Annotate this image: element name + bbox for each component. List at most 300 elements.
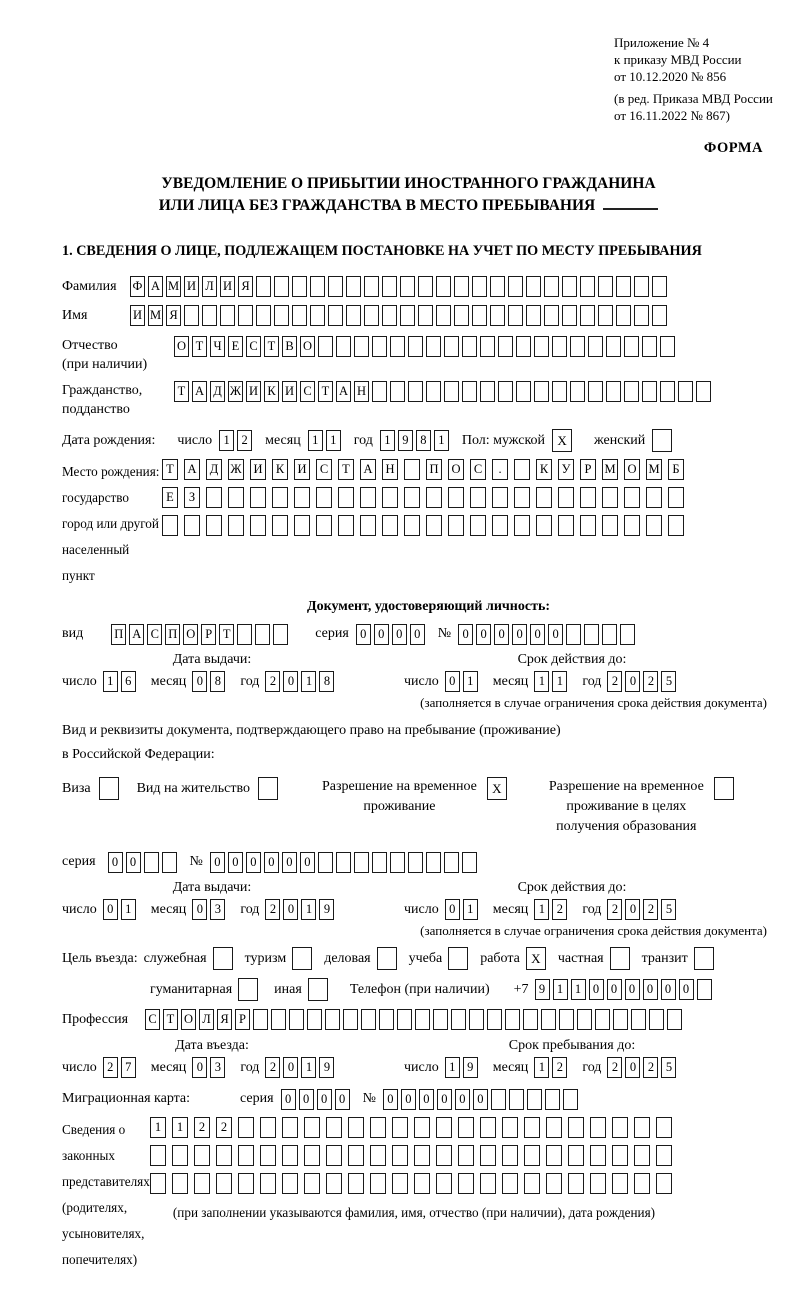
citizenship-grid-cell-8[interactable]: Т: [318, 381, 333, 402]
doc-number-grid-cell-2[interactable]: 0: [494, 624, 509, 645]
entry-year-grid-cell-0[interactable]: 2: [265, 1057, 280, 1078]
legal-reps-grid-1-cell-15[interactable]: [480, 1117, 496, 1138]
entry-year-grid-cell-3[interactable]: 9: [319, 1057, 334, 1078]
birth-place-grid-1-cell-13[interactable]: О: [448, 459, 464, 480]
doc-kind-grid-cell-1[interactable]: А: [129, 624, 144, 645]
birth-day-grid-cell-1[interactable]: 2: [237, 430, 252, 451]
patronymic-grid-cell-4[interactable]: С: [246, 336, 261, 357]
phone-grid-cell-4[interactable]: 0: [607, 979, 622, 1000]
legal-reps-grid-3-cell-21[interactable]: [612, 1173, 628, 1194]
doc-kind-grid-cell-5[interactable]: Р: [201, 624, 216, 645]
legal-reps-grid-3-cell-11[interactable]: [392, 1173, 408, 1194]
doc-kind-grid-cell-7[interactable]: [237, 624, 252, 645]
phone-grid-cell-0[interactable]: 9: [535, 979, 550, 1000]
legal-reps-grid-1-cell-1[interactable]: 1: [172, 1117, 188, 1138]
surname-grid-cell-24[interactable]: [562, 276, 577, 297]
profession-grid-cell-7[interactable]: [271, 1009, 286, 1030]
surname-grid-cell-9[interactable]: [292, 276, 307, 297]
citizenship-grid-cell-20[interactable]: [534, 381, 549, 402]
migration-number-grid-cell-10[interactable]: [563, 1089, 578, 1110]
patronymic-grid-cell-7[interactable]: О: [300, 336, 315, 357]
birth-place-grid-3-cell-17[interactable]: [536, 515, 552, 536]
birth-place-grid-2-cell-16[interactable]: [514, 487, 530, 508]
entry-day-grid-cell-1[interactable]: 7: [121, 1057, 136, 1078]
birth-place-grid-3-cell-22[interactable]: [646, 515, 662, 536]
birth-place-grid-1-cell-20[interactable]: М: [602, 459, 618, 480]
profession-grid-cell-18[interactable]: [469, 1009, 484, 1030]
doc-series-grid-cell-1[interactable]: 0: [374, 624, 389, 645]
entry-day-grid-cell-0[interactable]: 2: [103, 1057, 118, 1078]
citizenship-grid-cell-26[interactable]: [642, 381, 657, 402]
birth-place-grid-3-cell-15[interactable]: [492, 515, 508, 536]
patronymic-grid-cell-20[interactable]: [534, 336, 549, 357]
birth-place-grid-3-cell-1[interactable]: [184, 515, 200, 536]
profession-grid-cell-9[interactable]: [307, 1009, 322, 1030]
migration-number-grid-cell-9[interactable]: [545, 1089, 560, 1110]
purpose-sluzhebnaya-checkbox-cell-0[interactable]: [213, 947, 233, 970]
migration-number-grid-cell-8[interactable]: [527, 1089, 542, 1110]
citizenship-grid-cell-29[interactable]: [696, 381, 711, 402]
birth-place-grid-2-cell-2[interactable]: [206, 487, 222, 508]
birth-place-grid-3-cell-3[interactable]: [228, 515, 244, 536]
profession-grid-cell-6[interactable]: [253, 1009, 268, 1030]
migration-number-grid-cell-0[interactable]: 0: [383, 1089, 398, 1110]
profession-grid-cell-24[interactable]: [577, 1009, 592, 1030]
doc-kind-grid-cell-4[interactable]: О: [183, 624, 198, 645]
phone-grid-cell-7[interactable]: 0: [661, 979, 676, 1000]
stay-year-grid-cell-3[interactable]: 5: [661, 1057, 676, 1078]
profession-grid-cell-13[interactable]: [379, 1009, 394, 1030]
temp-permit-checkbox-cell-0[interactable]: X: [487, 777, 507, 800]
citizenship-grid-cell-13[interactable]: [408, 381, 423, 402]
legal-reps-grid-1-cell-8[interactable]: [326, 1117, 342, 1138]
citizenship-grid-cell-0[interactable]: Т: [174, 381, 189, 402]
birth-place-grid-2-cell-11[interactable]: [404, 487, 420, 508]
birth-place-grid-2-cell-1[interactable]: З: [184, 487, 200, 508]
surname-grid-cell-15[interactable]: [400, 276, 415, 297]
birth-place-grid-3-cell-23[interactable]: [668, 515, 684, 536]
birth-place-grid-1-cell-23[interactable]: Б: [668, 459, 684, 480]
doc-number-grid-cell-1[interactable]: 0: [476, 624, 491, 645]
name-grid-cell-14[interactable]: [382, 305, 397, 326]
birth-place-grid-3-cell-4[interactable]: [250, 515, 266, 536]
name-grid-cell-5[interactable]: [220, 305, 235, 326]
birth-place-grid-1-cell-4[interactable]: И: [250, 459, 266, 480]
surname-grid-cell-14[interactable]: [382, 276, 397, 297]
doc-issue-year-grid-cell-0[interactable]: 2: [265, 671, 280, 692]
legal-reps-grid-1-cell-6[interactable]: [282, 1117, 298, 1138]
birth-place-grid-3-cell-9[interactable]: [360, 515, 376, 536]
name-grid-cell-26[interactable]: [598, 305, 613, 326]
purpose-ucheba-checkbox-cell-0[interactable]: [448, 947, 468, 970]
stay-year-grid-cell-2[interactable]: 2: [643, 1057, 658, 1078]
profession-grid-cell-0[interactable]: С: [145, 1009, 160, 1030]
birth-place-grid-1-cell-15[interactable]: .: [492, 459, 508, 480]
surname-grid-cell-1[interactable]: А: [148, 276, 163, 297]
migration-number-grid-cell-7[interactable]: [509, 1089, 524, 1110]
doc-issue-day-grid-cell-0[interactable]: 1: [103, 671, 118, 692]
permit-number-grid-cell-6[interactable]: [318, 852, 333, 873]
birth-place-grid-2-cell-9[interactable]: [360, 487, 376, 508]
stay-year-grid-cell-0[interactable]: 2: [607, 1057, 622, 1078]
birth-place-grid-2-cell-18[interactable]: [558, 487, 574, 508]
purpose-gumanitarnaya-checkbox-cell-0[interactable]: [238, 978, 258, 1001]
profession-grid-cell-2[interactable]: О: [181, 1009, 196, 1030]
citizenship-grid-cell-17[interactable]: [480, 381, 495, 402]
permit-expiry-month-grid-cell-0[interactable]: 1: [534, 899, 549, 920]
birth-month-grid-cell-0[interactable]: 1: [308, 430, 323, 451]
stay-year-grid-cell-1[interactable]: 0: [625, 1057, 640, 1078]
permit-expiry-year-grid-cell-1[interactable]: 0: [625, 899, 640, 920]
citizenship-grid-cell-1[interactable]: А: [192, 381, 207, 402]
citizenship-grid-cell-14[interactable]: [426, 381, 441, 402]
permit-issue-year-grid-cell-2[interactable]: 1: [301, 899, 316, 920]
migration-number-grid-cell-4[interactable]: 0: [455, 1089, 470, 1110]
name-grid-cell-24[interactable]: [562, 305, 577, 326]
name-grid-cell-25[interactable]: [580, 305, 595, 326]
name-grid-cell-17[interactable]: [436, 305, 451, 326]
surname-grid-cell-8[interactable]: [274, 276, 289, 297]
permit-issue-year-grid-cell-1[interactable]: 0: [283, 899, 298, 920]
name-grid-cell-2[interactable]: Я: [166, 305, 181, 326]
patronymic-grid-cell-16[interactable]: [462, 336, 477, 357]
legal-reps-grid-1-cell-21[interactable]: [612, 1117, 628, 1138]
name-grid-cell-22[interactable]: [526, 305, 541, 326]
doc-number-grid-cell-9[interactable]: [620, 624, 635, 645]
profession-grid-cell-14[interactable]: [397, 1009, 412, 1030]
surname-grid-cell-29[interactable]: [652, 276, 667, 297]
citizenship-grid-cell-15[interactable]: [444, 381, 459, 402]
legal-reps-grid-3-cell-6[interactable]: [282, 1173, 298, 1194]
birth-year-grid-cell-3[interactable]: 1: [434, 430, 449, 451]
surname-grid-cell-18[interactable]: [454, 276, 469, 297]
birth-place-grid-2-cell-8[interactable]: [338, 487, 354, 508]
name-grid-cell-21[interactable]: [508, 305, 523, 326]
profession-grid-cell-20[interactable]: [505, 1009, 520, 1030]
birth-place-grid-1-cell-14[interactable]: С: [470, 459, 486, 480]
doc-number-grid-cell-3[interactable]: 0: [512, 624, 527, 645]
surname-grid-cell-26[interactable]: [598, 276, 613, 297]
legal-reps-grid-3-cell-19[interactable]: [568, 1173, 584, 1194]
citizenship-grid-cell-11[interactable]: [372, 381, 387, 402]
citizenship-grid-cell-6[interactable]: И: [282, 381, 297, 402]
permit-expiry-year-grid-cell-2[interactable]: 2: [643, 899, 658, 920]
legal-reps-grid-3-cell-0[interactable]: [150, 1173, 166, 1194]
permit-number-grid-cell-11[interactable]: [408, 852, 423, 873]
permit-number-grid-cell-5[interactable]: 0: [300, 852, 315, 873]
legal-reps-grid-3-cell-20[interactable]: [590, 1173, 606, 1194]
permit-number-grid-cell-7[interactable]: [336, 852, 351, 873]
birth-place-grid-2-cell-5[interactable]: [272, 487, 288, 508]
citizenship-grid-cell-24[interactable]: [606, 381, 621, 402]
surname-grid-cell-17[interactable]: [436, 276, 451, 297]
birth-place-grid-2-cell-14[interactable]: [470, 487, 486, 508]
doc-expiry-year-grid-cell-0[interactable]: 2: [607, 671, 622, 692]
permit-expiry-day-grid-cell-0[interactable]: 0: [445, 899, 460, 920]
entry-year-grid-cell-2[interactable]: 1: [301, 1057, 316, 1078]
birth-place-grid-2-cell-0[interactable]: Е: [162, 487, 178, 508]
residence-permit-checkbox-cell-0[interactable]: [258, 777, 278, 800]
doc-issue-year-grid-cell-2[interactable]: 1: [301, 671, 316, 692]
birth-place-grid-3-cell-20[interactable]: [602, 515, 618, 536]
permit-number-grid-cell-0[interactable]: 0: [210, 852, 225, 873]
doc-expiry-day-grid-cell-0[interactable]: 0: [445, 671, 460, 692]
patronymic-grid-cell-0[interactable]: О: [174, 336, 189, 357]
permit-number-grid-cell-2[interactable]: 0: [246, 852, 261, 873]
birth-place-grid-1-cell-5[interactable]: К: [272, 459, 288, 480]
name-grid-cell-1[interactable]: М: [148, 305, 163, 326]
doc-issue-day-grid-cell-1[interactable]: 6: [121, 671, 136, 692]
migration-series-grid-cell-1[interactable]: 0: [299, 1089, 314, 1110]
profession-grid-cell-3[interactable]: Л: [199, 1009, 214, 1030]
permit-number-grid-cell-12[interactable]: [426, 852, 441, 873]
edu-permit-checkbox-cell-0[interactable]: [714, 777, 734, 800]
permit-series-grid-cell-0[interactable]: 0: [108, 852, 123, 873]
entry-month-grid-cell-1[interactable]: 3: [210, 1057, 225, 1078]
profession-grid-cell-26[interactable]: [613, 1009, 628, 1030]
doc-number-grid-cell-7[interactable]: [584, 624, 599, 645]
profession-grid-cell-19[interactable]: [487, 1009, 502, 1030]
birth-place-grid-3-cell-19[interactable]: [580, 515, 596, 536]
birth-place-grid-3-cell-5[interactable]: [272, 515, 288, 536]
name-grid-cell-27[interactable]: [616, 305, 631, 326]
birth-place-grid-2-cell-6[interactable]: [294, 487, 310, 508]
legal-reps-grid-1-cell-7[interactable]: [304, 1117, 320, 1138]
doc-kind-grid-cell-2[interactable]: С: [147, 624, 162, 645]
birth-place-grid-1-cell-2[interactable]: Д: [206, 459, 222, 480]
migration-series-grid-cell-3[interactable]: 0: [335, 1089, 350, 1110]
citizenship-grid-cell-9[interactable]: А: [336, 381, 351, 402]
migration-number-grid-cell-1[interactable]: 0: [401, 1089, 416, 1110]
permit-number-grid-cell-10[interactable]: [390, 852, 405, 873]
surname-grid-cell-12[interactable]: [346, 276, 361, 297]
patronymic-grid-cell-2[interactable]: Ч: [210, 336, 225, 357]
birth-place-grid-3-cell-21[interactable]: [624, 515, 640, 536]
doc-kind-grid-cell-8[interactable]: [255, 624, 270, 645]
permit-expiry-year-grid-cell-3[interactable]: 5: [661, 899, 676, 920]
permit-issue-day-grid-cell-0[interactable]: 0: [103, 899, 118, 920]
profession-grid-cell-22[interactable]: [541, 1009, 556, 1030]
birth-place-grid-3-cell-16[interactable]: [514, 515, 530, 536]
migration-series-grid-cell-0[interactable]: 0: [281, 1089, 296, 1110]
profession-grid-cell-12[interactable]: [361, 1009, 376, 1030]
patronymic-grid-cell-23[interactable]: [588, 336, 603, 357]
sex-female-checkbox-cell-0[interactable]: [652, 429, 672, 452]
surname-grid-cell-4[interactable]: Л: [202, 276, 217, 297]
patronymic-grid-cell-21[interactable]: [552, 336, 567, 357]
citizenship-grid-cell-23[interactable]: [588, 381, 603, 402]
phone-grid-cell-5[interactable]: 0: [625, 979, 640, 1000]
birth-place-grid-3-cell-13[interactable]: [448, 515, 464, 536]
profession-grid-cell-25[interactable]: [595, 1009, 610, 1030]
legal-reps-grid-3-cell-18[interactable]: [546, 1173, 562, 1194]
permit-number-grid-cell-13[interactable]: [444, 852, 459, 873]
legal-reps-grid-3-cell-17[interactable]: [524, 1173, 540, 1194]
birth-place-grid-1-cell-22[interactable]: М: [646, 459, 662, 480]
legal-reps-grid-3-cell-23[interactable]: [656, 1173, 672, 1194]
doc-number-grid-cell-5[interactable]: 0: [548, 624, 563, 645]
profession-grid-cell-4[interactable]: Я: [217, 1009, 232, 1030]
migration-number-grid-cell-2[interactable]: 0: [419, 1089, 434, 1110]
name-grid-cell-12[interactable]: [346, 305, 361, 326]
name-grid-cell-28[interactable]: [634, 305, 649, 326]
surname-grid-cell-10[interactable]: [310, 276, 325, 297]
patronymic-grid-cell-5[interactable]: Т: [264, 336, 279, 357]
legal-reps-grid-3-cell-5[interactable]: [260, 1173, 276, 1194]
doc-number-grid-cell-8[interactable]: [602, 624, 617, 645]
legal-reps-grid-3-cell-1[interactable]: [172, 1173, 188, 1194]
permit-number-grid-cell-4[interactable]: 0: [282, 852, 297, 873]
citizenship-grid-cell-5[interactable]: К: [264, 381, 279, 402]
doc-kind-grid-cell-9[interactable]: [273, 624, 288, 645]
doc-expiry-year-grid-cell-2[interactable]: 2: [643, 671, 658, 692]
birth-place-grid-2-cell-15[interactable]: [492, 487, 508, 508]
name-grid-cell-19[interactable]: [472, 305, 487, 326]
legal-reps-grid-3-cell-14[interactable]: [458, 1173, 474, 1194]
legal-reps-grid-3-cell-13[interactable]: [436, 1173, 452, 1194]
doc-expiry-year-grid-cell-3[interactable]: 5: [661, 671, 676, 692]
citizenship-grid-cell-28[interactable]: [678, 381, 693, 402]
surname-grid-cell-0[interactable]: Ф: [130, 276, 145, 297]
legal-reps-grid-1-cell-18[interactable]: [546, 1117, 562, 1138]
legal-reps-grid-1-cell-22[interactable]: [634, 1117, 650, 1138]
birth-place-grid-1-cell-10[interactable]: Н: [382, 459, 398, 480]
citizenship-grid-cell-21[interactable]: [552, 381, 567, 402]
surname-grid-cell-27[interactable]: [616, 276, 631, 297]
permit-series-grid-cell-2[interactable]: [144, 852, 159, 873]
profession-grid-cell-27[interactable]: [631, 1009, 646, 1030]
surname-grid-cell-2[interactable]: М: [166, 276, 181, 297]
legal-reps-grid-3-cell-7[interactable]: [304, 1173, 320, 1194]
doc-expiry-month-grid-cell-1[interactable]: 1: [552, 671, 567, 692]
citizenship-grid-cell-7[interactable]: С: [300, 381, 315, 402]
permit-number-grid-cell-14[interactable]: [462, 852, 477, 873]
doc-series-grid-cell-0[interactable]: 0: [356, 624, 371, 645]
migration-number-grid-cell-5[interactable]: 0: [473, 1089, 488, 1110]
legal-reps-grid-1-cell-16[interactable]: [502, 1117, 518, 1138]
patronymic-grid-cell-11[interactable]: [372, 336, 387, 357]
patronymic-grid-cell-27[interactable]: [660, 336, 675, 357]
birth-place-grid-1-cell-7[interactable]: С: [316, 459, 332, 480]
legal-reps-grid-3-cell-10[interactable]: [370, 1173, 386, 1194]
migration-number-grid-cell-6[interactable]: [491, 1089, 506, 1110]
surname-grid-cell-28[interactable]: [634, 276, 649, 297]
birth-place-grid-3-cell-14[interactable]: [470, 515, 486, 536]
patronymic-grid-cell-9[interactable]: [336, 336, 351, 357]
stay-day-grid-cell-0[interactable]: 1: [445, 1057, 460, 1078]
migration-series-grid-cell-2[interactable]: 0: [317, 1089, 332, 1110]
legal-reps-grid-1-cell-14[interactable]: [458, 1117, 474, 1138]
surname-grid-cell-5[interactable]: И: [220, 276, 235, 297]
legal-reps-grid-3-cell-16[interactable]: [502, 1173, 518, 1194]
legal-reps-grid-3-cell-12[interactable]: [414, 1173, 430, 1194]
legal-reps-grid-1-cell-10[interactable]: [370, 1117, 386, 1138]
name-grid-cell-18[interactable]: [454, 305, 469, 326]
patronymic-grid-cell-24[interactable]: [606, 336, 621, 357]
birth-place-grid-3-cell-8[interactable]: [338, 515, 354, 536]
citizenship-grid-cell-10[interactable]: Н: [354, 381, 369, 402]
birth-place-grid-1-cell-11[interactable]: [404, 459, 420, 480]
surname-grid-cell-13[interactable]: [364, 276, 379, 297]
permit-issue-year-grid-cell-3[interactable]: 9: [319, 899, 334, 920]
purpose-inaya-checkbox-cell-0[interactable]: [308, 978, 328, 1001]
citizenship-grid-cell-16[interactable]: [462, 381, 477, 402]
birth-place-grid-3-cell-11[interactable]: [404, 515, 420, 536]
phone-grid-cell-9[interactable]: [697, 979, 712, 1000]
stay-month-grid-cell-1[interactable]: 2: [552, 1057, 567, 1078]
doc-series-grid-cell-3[interactable]: 0: [410, 624, 425, 645]
permit-issue-month-grid-cell-0[interactable]: 0: [192, 899, 207, 920]
legal-reps-grid-3-cell-3[interactable]: [216, 1173, 232, 1194]
birth-place-grid-2-cell-10[interactable]: [382, 487, 398, 508]
birth-place-grid-2-cell-3[interactable]: [228, 487, 244, 508]
birth-year-grid-cell-1[interactable]: 9: [398, 430, 413, 451]
patronymic-grid-cell-15[interactable]: [444, 336, 459, 357]
birth-year-grid-cell-0[interactable]: 1: [380, 430, 395, 451]
patronymic-grid-cell-25[interactable]: [624, 336, 639, 357]
birth-place-grid-1-cell-6[interactable]: И: [294, 459, 310, 480]
migration-number-grid-cell-3[interactable]: 0: [437, 1089, 452, 1110]
doc-number-grid-cell-0[interactable]: 0: [458, 624, 473, 645]
patronymic-grid-cell-14[interactable]: [426, 336, 441, 357]
surname-grid-cell-23[interactable]: [544, 276, 559, 297]
legal-reps-grid-1-cell-13[interactable]: [436, 1117, 452, 1138]
birth-place-grid-2-cell-22[interactable]: [646, 487, 662, 508]
name-grid-cell-3[interactable]: [184, 305, 199, 326]
name-grid-cell-23[interactable]: [544, 305, 559, 326]
patronymic-grid-cell-12[interactable]: [390, 336, 405, 357]
surname-grid-cell-3[interactable]: И: [184, 276, 199, 297]
doc-issue-month-grid-cell-0[interactable]: 0: [192, 671, 207, 692]
phone-grid-cell-8[interactable]: 0: [679, 979, 694, 1000]
doc-number-grid-cell-4[interactable]: 0: [530, 624, 545, 645]
profession-grid-cell-8[interactable]: [289, 1009, 304, 1030]
surname-grid-cell-25[interactable]: [580, 276, 595, 297]
birth-place-grid-3-cell-6[interactable]: [294, 515, 310, 536]
patronymic-grid-cell-22[interactable]: [570, 336, 585, 357]
profession-grid-cell-21[interactable]: [523, 1009, 538, 1030]
birth-place-grid-3-cell-7[interactable]: [316, 515, 332, 536]
patronymic-grid-cell-10[interactable]: [354, 336, 369, 357]
legal-reps-grid-3-cell-4[interactable]: [238, 1173, 254, 1194]
permit-expiry-day-grid-cell-1[interactable]: 1: [463, 899, 478, 920]
permit-expiry-year-grid-cell-0[interactable]: 2: [607, 899, 622, 920]
permit-series-grid-cell-1[interactable]: 0: [126, 852, 141, 873]
legal-reps-grid-1-cell-2[interactable]: 2: [194, 1117, 210, 1138]
visa-checkbox-cell-0[interactable]: [99, 777, 119, 800]
name-grid-cell-6[interactable]: [238, 305, 253, 326]
patronymic-grid-cell-26[interactable]: [642, 336, 657, 357]
birth-place-grid-1-cell-12[interactable]: П: [426, 459, 442, 480]
birth-place-grid-3-cell-2[interactable]: [206, 515, 222, 536]
surname-grid-cell-11[interactable]: [328, 276, 343, 297]
citizenship-grid-cell-12[interactable]: [390, 381, 405, 402]
birth-place-grid-1-cell-0[interactable]: Т: [162, 459, 178, 480]
legal-reps-grid-1-cell-17[interactable]: [524, 1117, 540, 1138]
legal-reps-grid-1-cell-3[interactable]: 2: [216, 1117, 232, 1138]
legal-reps-grid-1-cell-0[interactable]: 1: [150, 1117, 166, 1138]
name-grid-cell-11[interactable]: [328, 305, 343, 326]
birth-month-grid-cell-1[interactable]: 1: [326, 430, 341, 451]
purpose-rabota-checkbox-cell-0[interactable]: X: [526, 947, 546, 970]
legal-reps-grid-1-cell-20[interactable]: [590, 1117, 606, 1138]
purpose-chastnaya-checkbox-cell-0[interactable]: [610, 947, 630, 970]
birth-day-grid-cell-0[interactable]: 1: [219, 430, 234, 451]
patronymic-grid-cell-19[interactable]: [516, 336, 531, 357]
citizenship-grid-cell-25[interactable]: [624, 381, 639, 402]
legal-reps-grid-1-cell-4[interactable]: [238, 1117, 254, 1138]
stay-month-grid-cell-0[interactable]: 1: [534, 1057, 549, 1078]
